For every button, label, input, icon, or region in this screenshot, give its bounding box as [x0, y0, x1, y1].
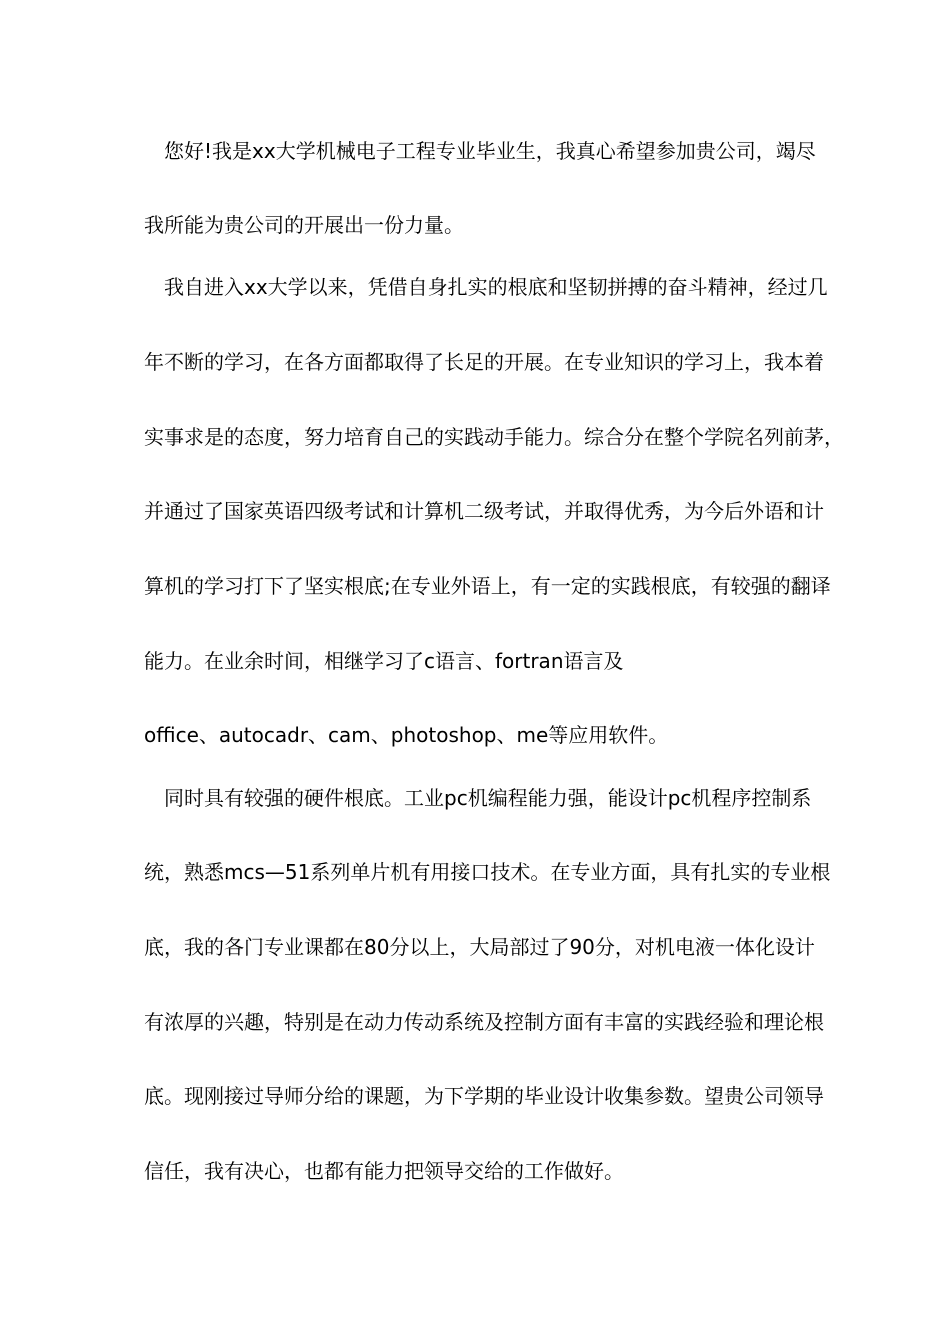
paragraph-3-line-6: 信任，我有决心，也都有能力把领导交给的工作做好。: [144, 1159, 624, 1183]
paragraph-3-line-5: 底。现刚接过导师分给的课题，为下学期的毕业设计收集参数。望贵公司领导: [144, 1084, 824, 1108]
paragraph-1-line-1: 您好!我是xx大学机械电子工程专业毕业生，我真心希望参加贵公司，竭尽: [164, 139, 816, 163]
paragraph-1-line-2: 我所能为贵公司的开展出一份力量。: [144, 213, 464, 237]
paragraph-3-line-3: 底，我的各门专业课都在80分以上，大局部过了90分，对机电液一体化设计: [144, 935, 815, 959]
paragraph-2-line-5: 算机的学习打下了坚实根底;在专业外语上，有一定的实践根底，有较强的翻译: [144, 574, 831, 598]
paragraph-2-line-6: 能力。在业余时间，相继学习了c语言、fortran语言及: [144, 649, 624, 673]
paragraph-3-line-2: 统，熟悉mcs—51系列单片机有用接口技术。在专业方面，具有扎实的专业根: [144, 860, 831, 884]
paragraph-2-line-1: 我自进入xx大学以来，凭借自身扎实的根底和坚韧拼搏的奋斗精神，经过几: [164, 275, 828, 299]
paragraph-3-line-1: 同时具有较强的硬件根底。工业pc机编程能力强，能设计pc机程序控制系: [164, 786, 812, 810]
paragraph-3-line-4: 有浓厚的兴趣，特别是在动力传动系统及控制方面有丰富的实践经验和理论根: [144, 1010, 824, 1034]
paragraph-2-line-7: office、autocadr、cam、photoshop、me等应用软件。: [144, 723, 669, 747]
paragraph-2-line-4: 并通过了国家英语四级考试和计算机二级考试，并取得优秀，为今后外语和计: [144, 499, 824, 523]
paragraph-2-line-3: 实事求是的态度，努力培育自己的实践动手能力。综合分在整个学院名列前茅，: [144, 425, 844, 449]
paragraph-2-line-2: 年不断的学习，在各方面都取得了长足的开展。在专业知识的学习上，我本着: [144, 350, 824, 374]
